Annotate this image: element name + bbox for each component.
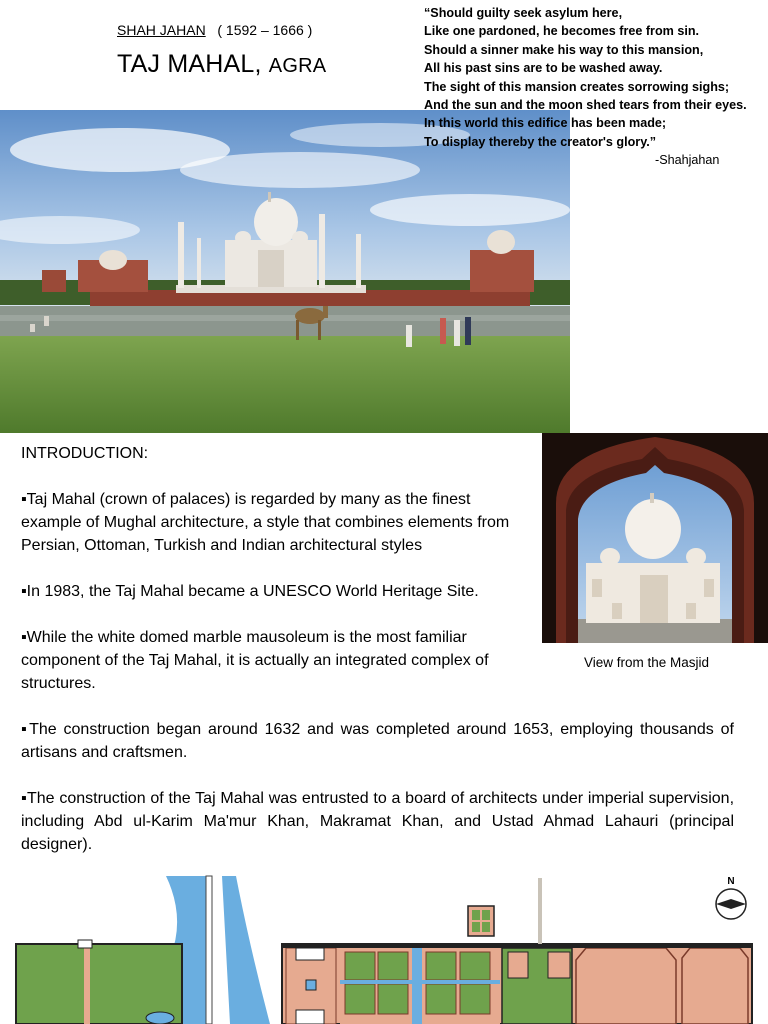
poem-line: Should a sinner make his way to this mansion, (424, 42, 704, 57)
emperor-dates: ( 1592 – 1666 ) (217, 22, 313, 38)
poem-line: All his past sins are to be washed away. (424, 61, 663, 76)
compass-north-label: N (727, 876, 735, 887)
poem-line: The sight of this mansion creates sorrowing sighs; (424, 79, 730, 94)
intro-paragraph: ▪ The construction of the Taj Mahal was entrusted to a board of architects under imperial supervision, including Abd ul-Karim Ma'mur Khan, Makramat Khan, and Ustad Ahmad Lahauri (principal designer). (21, 787, 734, 856)
poem-line: In this world this edifice has been made; (424, 116, 667, 131)
intro-paragraph: ▪ While the white domed marble mausoleum is the most familiar component of the Taj Mahal, it is actually an integrated complex of structures. (21, 626, 526, 695)
page-title (117, 50, 326, 79)
poem-line: To display thereby the creator's glory.” (424, 134, 657, 149)
title-sub: AGRA (268, 55, 327, 77)
introduction-section (21, 442, 734, 856)
arch-photo-caption: View from the Masjid (584, 655, 710, 670)
section-heading: INTRODUCTION: (21, 445, 149, 462)
poem-line: And the sun and the moon shed tears from their eyes. (424, 98, 747, 113)
title-main: TAJ MAHAL, (117, 50, 262, 78)
intro-paragraph: ▪ Taj Mahal (crown of palaces) is regarded by many as the finest example of Mughal architecture, a style that combines elements from Persian, Ottoman, Turkish and Indian architectural styles (21, 488, 526, 557)
poem-line: “Should guilty seek asylum here, (424, 6, 623, 20)
poem-line: Like one pardoned, he becomes free from sin. (424, 24, 700, 39)
emperor-name: SHAH JAHAN (117, 22, 206, 38)
poem-attribution: -Shahjahan (655, 153, 720, 168)
emperor-heading (117, 22, 312, 38)
site-plan-drawing (0, 868, 768, 1024)
poem-block (424, 4, 768, 170)
intro-paragraph: ▪ The construction began around 1632 and was completed around 1653, employing thousands of artisans and craftsmen. (21, 718, 734, 764)
intro-paragraph: ▪ In 1983, the Taj Mahal became a UNESCO World Heritage Site. (21, 580, 526, 603)
